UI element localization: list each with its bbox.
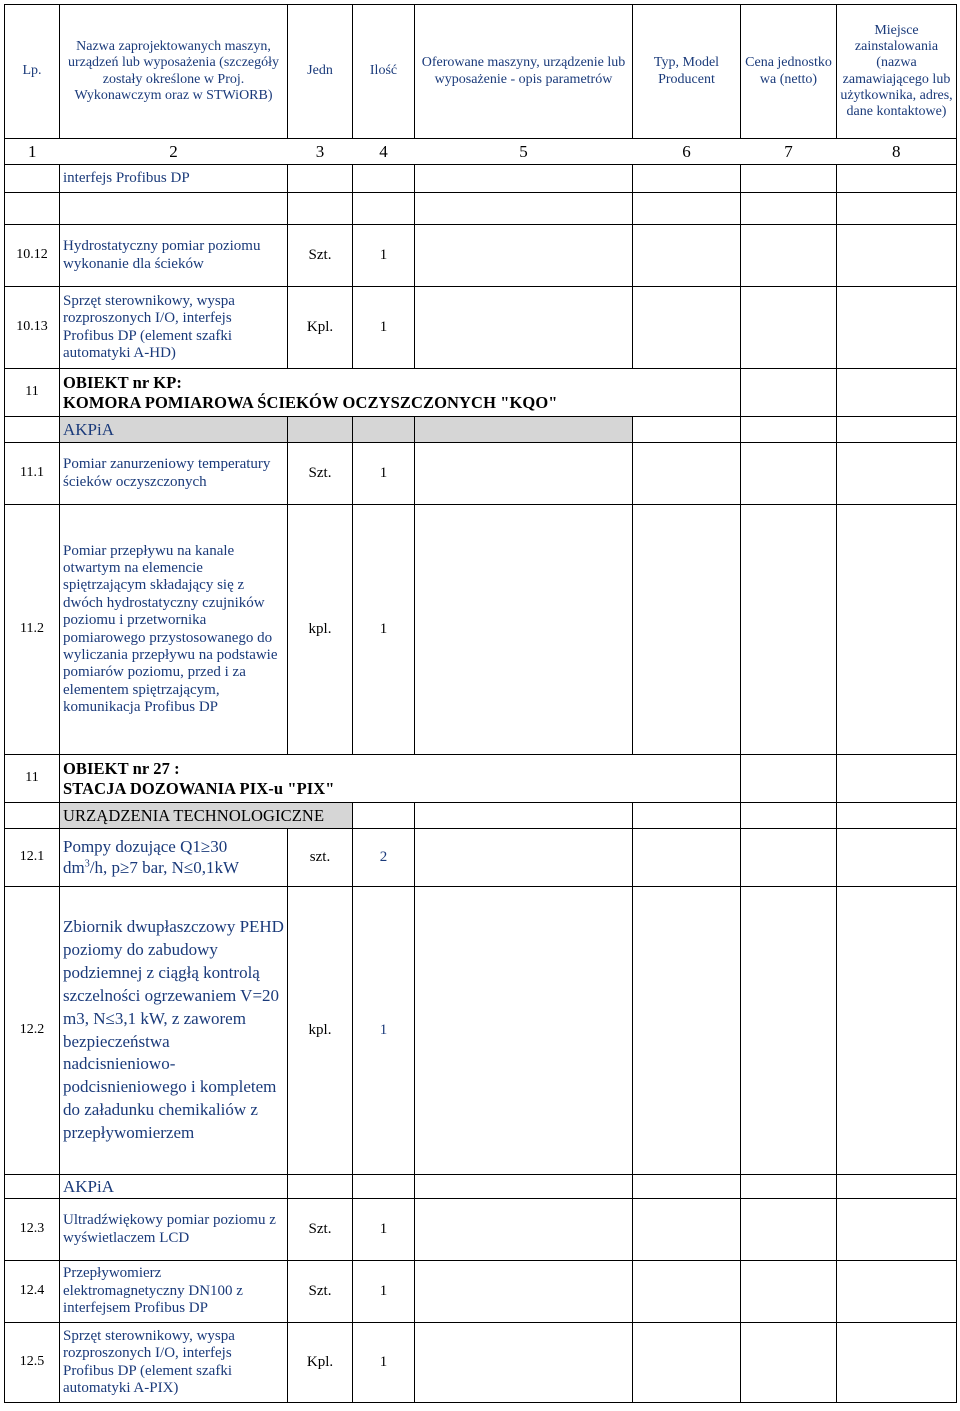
table-row: [5, 443, 957, 505]
table-row: [5, 829, 957, 887]
table-row: [5, 1323, 957, 1403]
row-qty: 1: [353, 443, 415, 505]
row-description: Zbiornik dwupłaszczowy PEHD poziomy do zabudowy podziemnej z ciągłą kontrolą szczelności ogrzewaniem V=20 m3, N≤3,1 kW, z zaworem bezpieczeństwa nadcisnieniowo-podcisnieniowego i kompletem do załadunku chemikaliów z przepływomierzem: [60, 887, 288, 1175]
spacer-row: [5, 193, 957, 225]
row-unit: kpl.: [288, 505, 353, 755]
row-unit: szt.: [288, 829, 353, 887]
continuation-text: interfejs Profibus DP: [60, 165, 288, 193]
object-name: KOMORA POMIAROWA ŚCIEKÓW OCZYSZCZONYCH "KQO": [63, 392, 558, 412]
row-lp: 10.13: [5, 287, 60, 369]
row-lp: 10.12: [5, 225, 60, 287]
row-qty: 2: [353, 829, 415, 887]
header-name: Nazwa zaprojektowanych maszyn, urządzeń lub wyposażenia (szczegóły zostały określone w Proj. Wykonawczym oraz w STWiORB): [60, 5, 288, 139]
row-qty: 1: [353, 1199, 415, 1261]
row-lp: 11.2: [5, 505, 60, 755]
col-number: 2: [60, 139, 288, 165]
row-lp: 12.3: [5, 1199, 60, 1261]
section-akpia: AKPiA: [60, 417, 288, 443]
row-description: Ultradźwiękowy pomiar poziomu z wyświetlaczem LCD: [60, 1199, 288, 1261]
row-description: Pomiar zanurzeniowy temperatury ścieków oczyszczonych: [60, 443, 288, 505]
row-qty: 1: [353, 1261, 415, 1323]
section-row: [5, 803, 957, 829]
row-description: Sprzęt sterownikowy, wyspa rozproszonych I/O, interfejs Profibus DP (element szafki automatyki A-PIX): [60, 1323, 288, 1403]
row-lp: 12.5: [5, 1323, 60, 1403]
object-header-row: [5, 755, 957, 803]
object-header-row: [5, 369, 957, 417]
row-unit: Szt.: [288, 1199, 353, 1261]
col-number: 3: [288, 139, 353, 165]
section-akpia: AKPiA: [60, 1175, 288, 1199]
object-number: OBIEKT nr KP:: [63, 373, 182, 393]
row-lp: 12.4: [5, 1261, 60, 1323]
header-unit: Jedn: [288, 5, 353, 139]
row-description: Hydrostatyczny pomiar poziomu wykonanie dla ścieków: [60, 225, 288, 287]
equipment-table: [4, 4, 957, 1403]
object-number: OBIEKT nr 27 :: [63, 759, 180, 779]
row-unit: Szt.: [288, 225, 353, 287]
row-lp: 12.1: [5, 829, 60, 887]
row-unit: Kpl.: [288, 287, 353, 369]
section-row: [5, 1175, 957, 1199]
header-place: Miejsce zainstalowania (nazwa zamawiającego lub użytkownika, adres, dane kontaktowe): [837, 5, 957, 139]
row-description: Sprzęt sterownikowy, wyspa rozproszonych I/O, interfejs Profibus DP (element szafki automatyki A-HD): [60, 287, 288, 369]
row-description: Pomiar przepływu na kanale otwartym na elemencie spiętrzającym składający się z dwóch hydrostatyczny czujników poziomu i przetwornika pomiarowego przystosowanego do wyliczania przepływu na podstawie pomiarów poziomu, przed i za elementem spiętrzającym, komunikacja Profibus DP: [60, 505, 288, 755]
col-number: 4: [353, 139, 415, 165]
section-row: [5, 417, 957, 443]
table-row: [5, 1261, 957, 1323]
table-row: [5, 505, 957, 755]
row-qty: 1: [353, 1323, 415, 1403]
col-number: 8: [837, 139, 957, 165]
table-row: [5, 287, 957, 369]
table-row: [5, 887, 957, 1175]
row-unit: Szt.: [288, 443, 353, 505]
object-name: STACJA DOZOWANIA PIX-u "PIX": [63, 778, 335, 798]
row-qty: 1: [353, 505, 415, 755]
row-unit: Kpl.: [288, 1323, 353, 1403]
col-number: 1: [5, 139, 60, 165]
col-number: 7: [741, 139, 837, 165]
column-numbers-row: [5, 139, 957, 165]
row-lp: 12.2: [5, 887, 60, 1175]
row-description: Przepływomierz elektromagnetyczny DN100 z interfejsem Profibus DP: [60, 1261, 288, 1323]
header-price: Cena jednostko wa (netto): [741, 5, 837, 139]
col-number: 6: [633, 139, 741, 165]
continuation-row: [5, 165, 957, 193]
object-title: [60, 369, 741, 417]
table-row: [5, 225, 957, 287]
section-technological: URZĄDZENIA TECHNOLOGICZNE: [60, 803, 353, 829]
row-unit: kpl.: [288, 887, 353, 1175]
row-description: Pompy dozujące Q1≥30 $dm^3/h$, p≥7 bar, N≤0,1kW: [60, 829, 288, 887]
row-qty: 1: [353, 287, 415, 369]
object-lp: 11: [5, 755, 60, 803]
header-qty: Ilość: [353, 5, 415, 139]
header-row: [5, 5, 957, 139]
header-type: Typ, Model Producent: [633, 5, 741, 139]
object-lp: 11: [5, 369, 60, 417]
col-number: 5: [415, 139, 633, 165]
row-lp: 11.1: [5, 443, 60, 505]
row-qty: 1: [353, 887, 415, 1175]
row-unit: Szt.: [288, 1261, 353, 1323]
row-qty: 1: [353, 225, 415, 287]
header-lp: Lp.: [5, 5, 60, 139]
header-offered: Oferowane maszyny, urządzenie lub wyposażenie - opis parametrów: [415, 5, 633, 139]
object-title: [60, 755, 741, 803]
table-row: [5, 1199, 957, 1261]
